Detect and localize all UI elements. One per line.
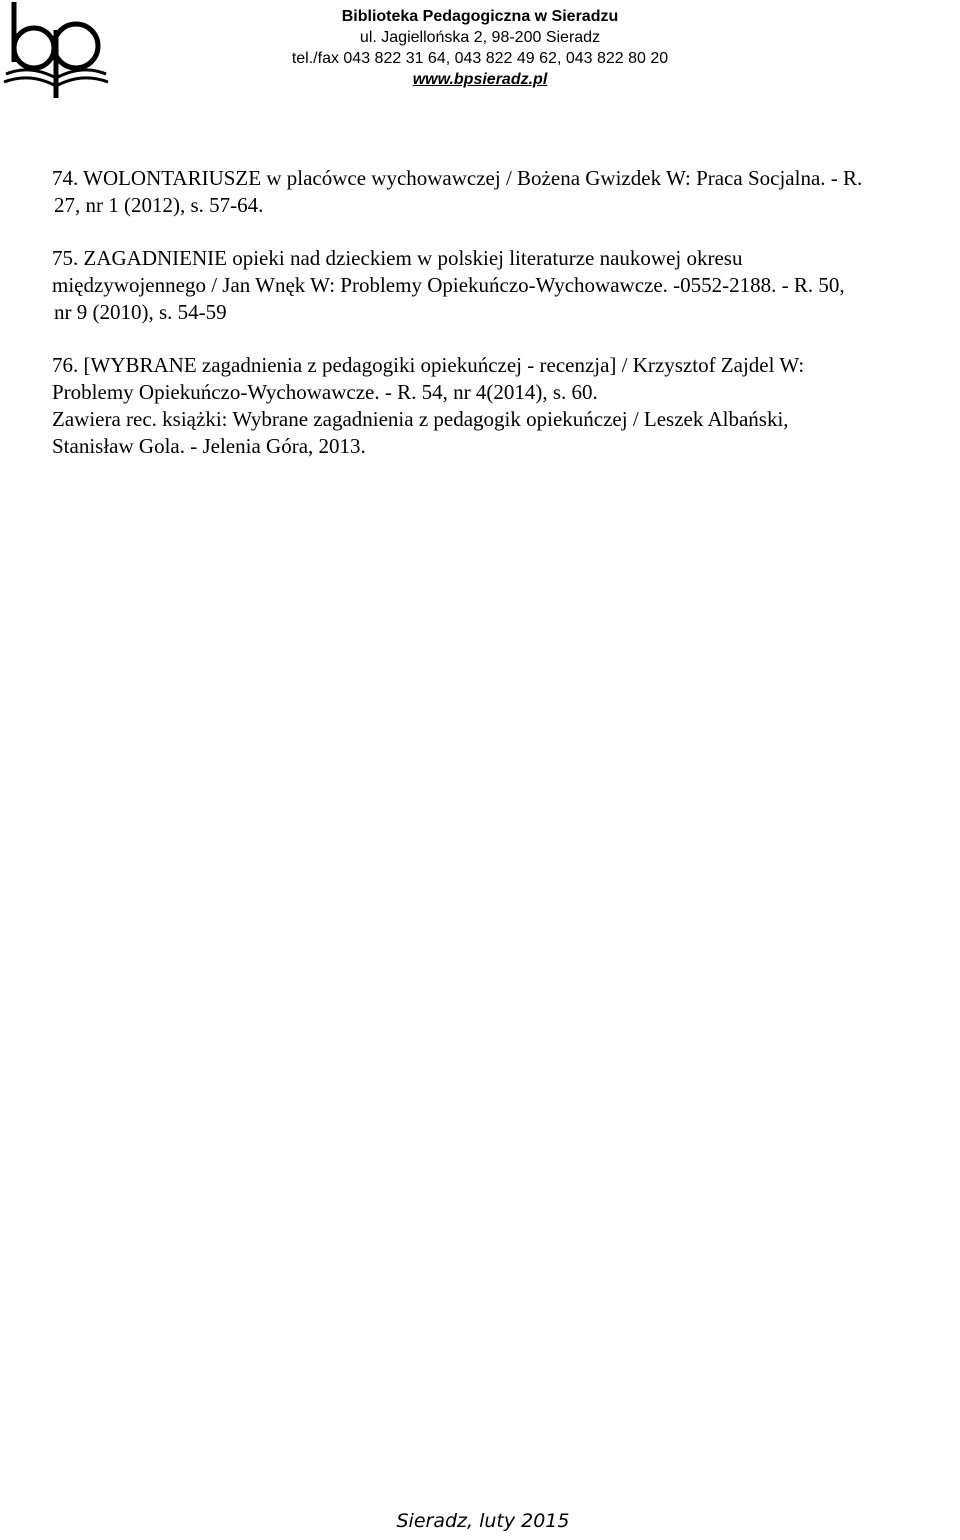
entry-line: Zawiera rec. książki: Wybrane zagadnienia z pedagogik opiekuńczej / Leszek Albański, <box>52 407 789 431</box>
entry-line: 75. ZAGADNIENIE opieki nad dzieckiem w polskiej literaturze naukowej okresu <box>52 246 743 270</box>
library-address: ul. Jagiellońska 2, 98-200 Sieradz <box>359 29 601 46</box>
entry-line: Problemy Opiekuńczo-Wychowawcze. - R. 54, nr 4(2014), s. 60. <box>52 380 598 404</box>
bibliography-entry-74 <box>52 165 932 219</box>
bibliography-list <box>52 165 932 486</box>
bibliography-entry-76 <box>52 352 932 460</box>
library-website-link[interactable]: www.bpsieradz.pl <box>412 71 548 88</box>
library-name: Biblioteka Pedagogiczna w Sieradzu <box>341 8 619 25</box>
library-logo <box>0 0 112 100</box>
library-phone: tel./fax 043 822 31 64, 043 822 49 62, 043 822 80 20 <box>291 50 669 67</box>
entry-line: Stanisław Gola. - Jelenia Góra, 2013. <box>52 434 366 458</box>
entry-line: 27, nr 1 (2012), s. 57-64. <box>54 193 264 217</box>
entry-line: międzywojennego / Jan Wnęk W: Problemy Opiekuńczo-Wychowawcze. -0552-2188. - R. 50, <box>52 273 845 297</box>
footer-place-date: Sieradz, luty 2015 <box>396 1510 570 1532</box>
entry-line: 76. [WYBRANE zagadnienia z pedagogiki opiekuńczej - recenzja] / Krzysztof Zajdel W: <box>52 353 805 377</box>
entry-line: nr 9 (2010), s. 54-59 <box>54 300 227 324</box>
entry-line: 74. WOLONTARIUSZE w placówce wychowawczej / Bożena Gwizdek W: Praca Socjalna. - R. <box>52 166 863 190</box>
library-header <box>270 6 690 90</box>
bibliography-entry-75 <box>52 245 932 326</box>
